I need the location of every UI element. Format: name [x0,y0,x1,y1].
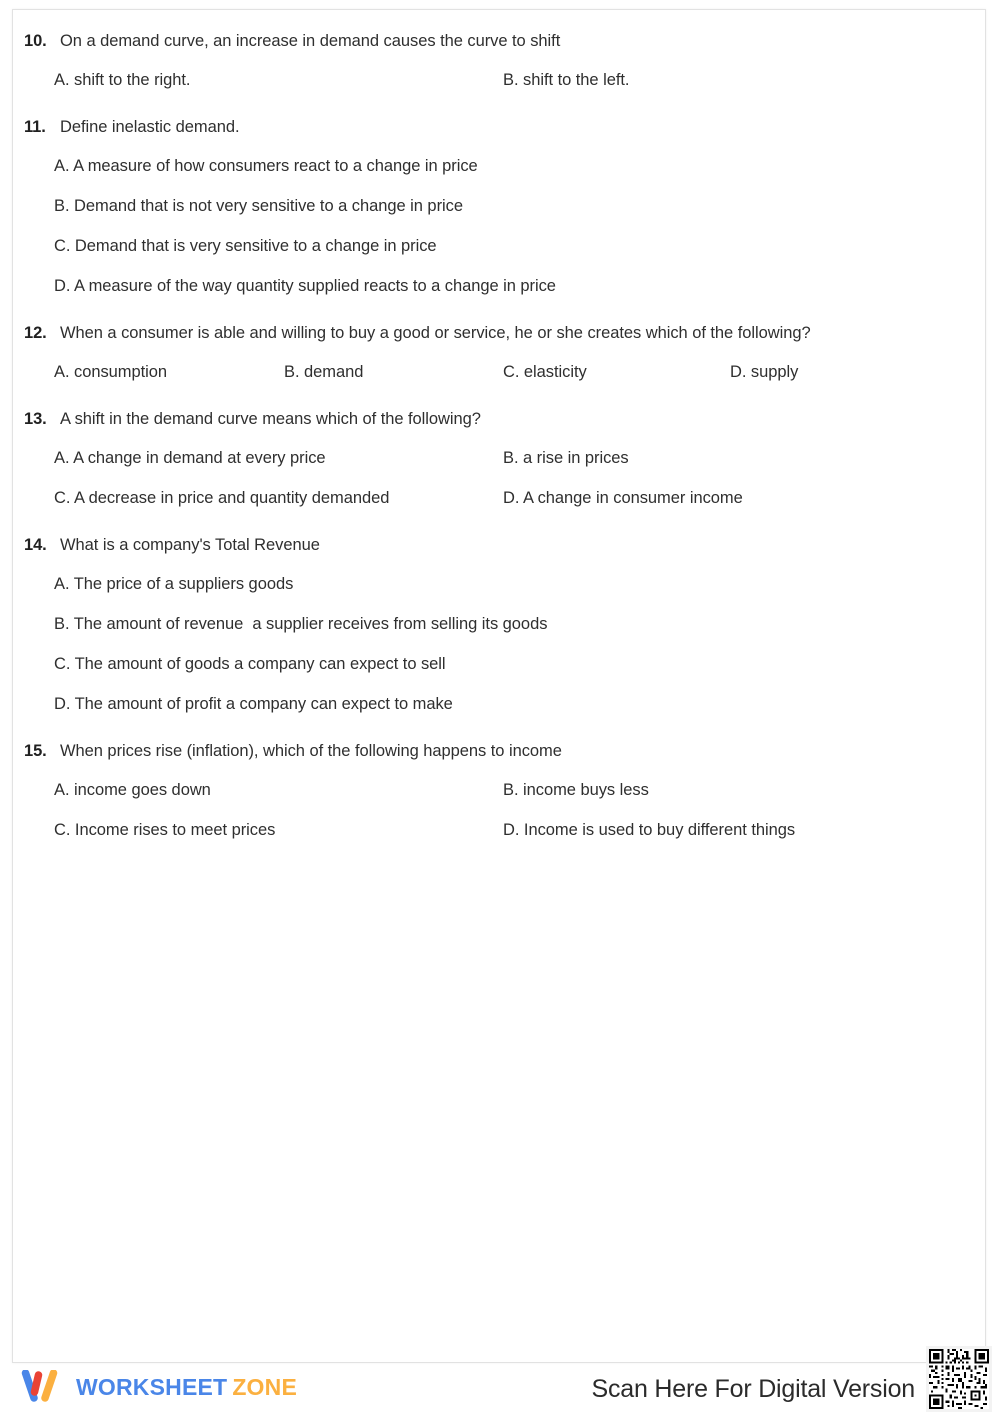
answer-options [13,67,985,94]
option-d[interactable]: D. supply [730,363,799,381]
worksheet-zone-w-mark-icon [20,1370,66,1404]
question-header [13,28,985,54]
option-a[interactable]: A. A change in demand at every price [54,449,326,467]
option-b[interactable]: B. The amount of revenue a supplier receives from selling its goods [54,615,548,633]
question-text: When a consumer is able and willing to buy a good or service, he or she creates which of the following? [60,324,811,342]
option-c[interactable]: C. The amount of goods a company can expect to sell [54,655,446,673]
option-row [13,651,985,678]
question-text: What is a company's Total Revenue [60,536,320,554]
option-row [13,359,985,386]
option-row [13,571,985,598]
question-text: A shift in the demand curve means which of the following? [60,410,481,428]
question-number: 10. [24,32,47,50]
question-text: On a demand curve, an increase in demand causes the curve to shift [60,32,561,50]
option-row [13,445,985,472]
option-a[interactable]: A. The price of a suppliers goods [54,575,294,593]
option-b[interactable]: B. income buys less [503,781,649,799]
option-row [13,817,985,844]
option-c[interactable]: C. elasticity [503,363,587,381]
brand-logo[interactable] [20,1370,297,1404]
answer-options [13,153,985,300]
question-number: 15. [24,742,47,760]
option-c[interactable]: C. Demand that is very sensitive to a change in price [54,237,437,255]
answer-options [13,445,985,512]
option-b[interactable]: B. Demand that is not very sensitive to a change in price [54,197,463,215]
question-item [13,28,985,94]
option-b[interactable]: B. demand [284,363,364,381]
question-text: Define inelastic demand. [60,118,240,136]
question-number: 12. [24,324,47,342]
option-a[interactable]: A. income goes down [54,781,211,799]
option-d[interactable]: D. A measure of the way quantity supplied reacts to a change in price [54,277,556,295]
worksheet-page [12,9,986,1363]
option-row [13,153,985,180]
question-header [13,532,985,558]
option-d[interactable]: D. Income is used to buy different things [503,821,796,839]
question-header [13,406,985,432]
brand-primary-text: WORKSHEET [76,1373,228,1400]
brand-secondary-text: ZONE [232,1373,298,1400]
question-header [13,320,985,346]
option-c[interactable]: C. A decrease in price and quantity demanded [54,489,390,507]
brand-wordmark [76,1373,298,1400]
option-b[interactable]: B. shift to the left. [503,71,630,89]
question-number: 11. [24,118,46,136]
option-d[interactable]: D. The amount of profit a company can expect to make [54,695,453,713]
qr-code-icon[interactable] [926,1346,992,1412]
question-item [13,114,985,300]
option-row [13,233,985,260]
option-row [13,691,985,718]
option-a[interactable]: A. A measure of how consumers react to a change in price [54,157,478,175]
option-row [13,485,985,512]
question-text: When prices rise (inflation), which of the following happens to income [60,742,562,760]
option-row [13,193,985,220]
answer-options [13,571,985,718]
answer-options [13,777,985,844]
question-item [13,738,985,844]
question-item [13,406,985,512]
question-number: 14. [24,536,47,554]
page-footer [0,1368,1000,1414]
option-row [13,67,985,94]
scan-here-label: Scan Here For Digital Version [591,1375,915,1403]
answer-options [13,359,985,386]
question-item [13,320,985,386]
option-a[interactable]: A. consumption [54,363,168,381]
option-c[interactable]: C. Income rises to meet prices [54,821,276,839]
question-header [13,114,985,140]
option-row [13,273,985,300]
question-number: 13. [24,410,47,428]
option-b[interactable]: B. a rise in prices [503,449,629,467]
questions-list [13,10,985,864]
option-d[interactable]: D. A change in consumer income [503,489,743,507]
option-row [13,777,985,804]
option-row [13,611,985,638]
question-header [13,738,985,764]
question-item [13,532,985,718]
option-a[interactable]: A. shift to the right. [54,71,191,89]
